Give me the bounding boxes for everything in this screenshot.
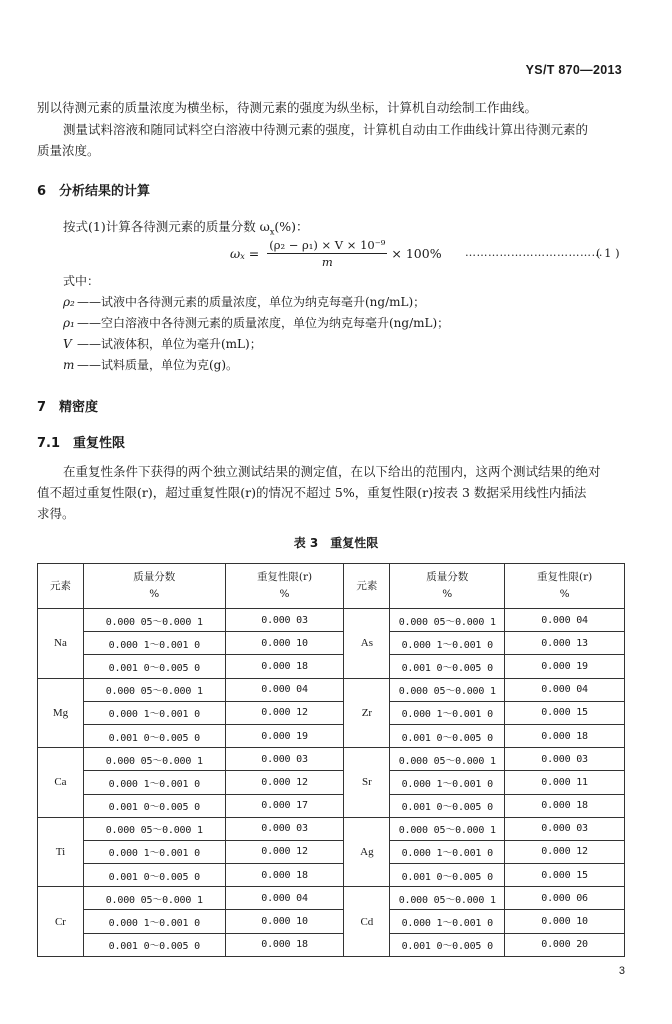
header-mass-fraction-right [390, 564, 505, 609]
element-cell: Mg [38, 678, 84, 748]
repeat-limit-cell: 0.000 18 [225, 655, 344, 678]
definition-symbol: ρ₁ [63, 316, 75, 330]
element-cell: Ti [38, 817, 84, 887]
repeat-limit-cell: 0.000 20 [505, 933, 625, 956]
table-row [38, 771, 625, 794]
table-row [38, 933, 625, 956]
header-repeat-label: 重复性限(r) [536, 571, 593, 583]
mass-fraction-cell: 0.000 1～0.001 0 [83, 910, 225, 933]
section-7-heading: 7 精密度 [37, 400, 99, 415]
mass-fraction-cell: 0.000 1～0.001 0 [83, 840, 225, 863]
repeat-limit-cell: 0.000 18 [225, 933, 344, 956]
repeat-limit-cell: 0.000 10 [225, 910, 344, 933]
repeat-limit-cell: 0.000 12 [225, 771, 344, 794]
element-cell: Cd [344, 887, 390, 957]
section-6-heading: 6 分析结果的计算 [37, 184, 151, 199]
table-row [38, 887, 625, 910]
repeat-limit-cell: 0.000 04 [505, 678, 625, 701]
element-cell: Ag [344, 817, 390, 887]
formula-fraction [267, 238, 387, 269]
formula-1 [230, 238, 442, 269]
repeat-limit-cell: 0.000 03 [225, 748, 344, 771]
header-mass-label: 质量分数 [426, 571, 469, 583]
element-cell: Ca [38, 748, 84, 818]
definition-symbol: V [63, 337, 72, 351]
table-row [38, 724, 625, 747]
formula-denominator: m [321, 255, 333, 269]
repeat-limit-cell: 0.000 19 [225, 724, 344, 747]
header-repeat-unit: % [279, 588, 290, 600]
table-row [38, 864, 625, 887]
header-mass-label: 质量分数 [133, 571, 176, 583]
definition-text: ——试液体积，单位为毫升(mL)； [77, 337, 262, 351]
header-repeat-unit: % [559, 588, 570, 600]
mass-fraction-cell: 0.000 05～0.000 1 [390, 678, 505, 701]
repeat-limit-cell: 0.000 15 [505, 864, 625, 887]
repeat-limit-cell: 0.000 12 [225, 840, 344, 863]
header-repeat-limit-right [505, 564, 625, 609]
formula-number: ( 1 ) [596, 246, 620, 260]
mass-fraction-cell: 0.000 05～0.000 1 [390, 609, 505, 632]
mass-fraction-cell: 0.001 0～0.005 0 [390, 724, 505, 747]
repeat-limit-cell: 0.000 10 [505, 910, 625, 933]
formula-numerator: (ρ₂ − ρ₁) × V × 10⁻⁹ [269, 238, 386, 252]
repeatability-table [37, 563, 625, 957]
table-3-caption: 表 3 重复性限 [293, 536, 379, 550]
mass-fraction-cell: 0.000 05～0.000 1 [83, 748, 225, 771]
repeat-limit-cell: 0.000 06 [505, 887, 625, 910]
mass-fraction-cell: 0.001 0～0.005 0 [390, 933, 505, 956]
table-row [38, 678, 625, 701]
element-cell: Sr [344, 748, 390, 818]
header-mass-unit: % [149, 588, 160, 600]
repeat-limit-cell: 0.000 18 [505, 724, 625, 747]
mass-fraction-cell: 0.000 1～0.001 0 [83, 701, 225, 724]
repeat-limit-cell: 0.000 04 [505, 609, 625, 632]
mass-fraction-cell: 0.001 0～0.005 0 [390, 794, 505, 817]
repeat-limit-cell: 0.000 12 [225, 701, 344, 724]
header-mass-unit: % [442, 588, 453, 600]
section-7-1-heading: 7.1 重复性限 [37, 436, 126, 451]
table-row [38, 840, 625, 863]
repeat-limit-cell: 0.000 03 [225, 817, 344, 840]
table-header-row [38, 564, 625, 609]
definition-m [63, 355, 238, 376]
mass-fraction-cell: 0.000 05～0.000 1 [83, 817, 225, 840]
table-row [38, 609, 625, 632]
mass-fraction-cell: 0.000 05～0.000 1 [83, 887, 225, 910]
mass-fraction-cell: 0.000 05～0.000 1 [390, 817, 505, 840]
definition-v [63, 334, 262, 355]
formula-equals: = [248, 246, 260, 261]
mass-fraction-cell: 0.000 1～0.001 0 [83, 632, 225, 655]
definition-text: ——空白溶液中各待测元素的质量浓度，单位为纳克每毫升(ng/mL)； [77, 316, 450, 330]
repeat-limit-cell: 0.000 11 [505, 771, 625, 794]
repeat-limit-cell: 0.000 13 [505, 632, 625, 655]
header-repeat-label: 重复性限(r) [256, 571, 313, 583]
formula-intro-unit: (%)： [274, 219, 309, 234]
header-element-left: 元素 [38, 564, 84, 609]
header-repeat-limit-left [225, 564, 344, 609]
mass-fraction-cell: 0.000 1～0.001 0 [390, 632, 505, 655]
formula-lhs-subscript: x [240, 252, 245, 261]
mass-fraction-cell: 0.001 0～0.005 0 [390, 864, 505, 887]
repeat-limit-cell: 0.000 03 [225, 609, 344, 632]
mass-fraction-cell: 0.001 0～0.005 0 [83, 933, 225, 956]
repeat-limit-cell: 0.000 03 [505, 748, 625, 771]
repeat-limit-cell: 0.000 18 [225, 864, 344, 887]
paragraph-measure-line2: 质量浓度。 [37, 143, 100, 158]
formula-lhs: ω [230, 246, 241, 261]
formula-leader-dots: ……………………………… [465, 246, 603, 259]
precision-paragraph-line2: 值不超过重复性限(r)，超过重复性限(r)的情况不超过 5%，重复性限(r)按表 3 数据采用线性内插法 [37, 485, 587, 500]
definition-rho2 [63, 292, 425, 313]
repeat-limit-cell: 0.000 03 [505, 817, 625, 840]
element-cell: Zr [344, 678, 390, 748]
mass-fraction-cell: 0.000 1～0.001 0 [83, 771, 225, 794]
definition-text: ——试料质量，单位为克(g)。 [77, 358, 239, 372]
header-element-right: 元素 [344, 564, 390, 609]
mass-fraction-cell: 0.000 1～0.001 0 [390, 840, 505, 863]
mass-fraction-cell: 0.000 1～0.001 0 [390, 701, 505, 724]
repeat-limit-cell: 0.000 15 [505, 701, 625, 724]
mass-fraction-cell: 0.000 05～0.000 1 [83, 678, 225, 701]
mass-fraction-cell: 0.001 0～0.005 0 [83, 864, 225, 887]
mass-fraction-cell: 0.000 05～0.000 1 [83, 609, 225, 632]
mass-fraction-cell: 0.001 0～0.005 0 [83, 724, 225, 747]
mass-fraction-cell: 0.000 1～0.001 0 [390, 771, 505, 794]
repeat-limit-cell: 0.000 18 [505, 794, 625, 817]
formula-intro-text: 按式(1)计算各待测元素的质量分数 ω [63, 219, 270, 234]
page-number: 3 [618, 965, 625, 977]
formula-times: × 100% [391, 246, 442, 261]
precision-paragraph-line3: 求得。 [37, 506, 75, 521]
element-cell: Cr [38, 887, 84, 957]
definition-text: ——试液中各待测元素的质量浓度，单位为纳克每毫升(ng/mL)； [77, 295, 426, 309]
mass-fraction-cell: 0.001 0～0.005 0 [390, 655, 505, 678]
mass-fraction-cell: 0.000 1～0.001 0 [390, 910, 505, 933]
repeat-limit-cell: 0.000 04 [225, 887, 344, 910]
element-cell: Na [38, 609, 84, 679]
mass-fraction-cell: 0.000 05～0.000 1 [390, 748, 505, 771]
precision-paragraph-line1: 在重复性条件下获得的两个独立测试结果的测定值，在以下给出的范围内，这两个测试结果的绝对 [63, 464, 601, 479]
table-row [38, 748, 625, 771]
repeat-limit-cell: 0.000 04 [225, 678, 344, 701]
standard-code: YS/T 870—2013 [525, 63, 622, 77]
mass-fraction-cell: 0.001 0～0.005 0 [83, 655, 225, 678]
definition-symbol: ρ₂ [63, 295, 75, 309]
paragraph-calibration: 别以待测元素的质量浓度为横坐标，待测元素的强度为纵坐标，计算机自动绘制工作曲线。 [37, 100, 538, 115]
definition-rho1 [63, 313, 449, 334]
where-label: 式中： [63, 274, 100, 288]
repeat-limit-cell: 0.000 12 [505, 840, 625, 863]
table-row [38, 655, 625, 678]
header-mass-fraction-left [83, 564, 225, 609]
table-row [38, 701, 625, 724]
element-cell: As [344, 609, 390, 679]
mass-fraction-cell: 0.000 05～0.000 1 [390, 887, 505, 910]
definition-symbol: m [63, 358, 75, 372]
repeat-limit-cell: 0.000 19 [505, 655, 625, 678]
table-row [38, 794, 625, 817]
table-row [38, 817, 625, 840]
table-row [38, 910, 625, 933]
mass-fraction-cell: 0.001 0～0.005 0 [83, 794, 225, 817]
repeat-limit-cell: 0.000 10 [225, 632, 344, 655]
repeat-limit-cell: 0.000 17 [225, 794, 344, 817]
table-row [38, 632, 625, 655]
paragraph-measure-line1: 测量试料溶液和随同试料空白溶液中待测元素的强度，计算机自动由工作曲线计算出待测元素的 [63, 122, 589, 137]
formula-intro-subscript: x [269, 227, 275, 237]
